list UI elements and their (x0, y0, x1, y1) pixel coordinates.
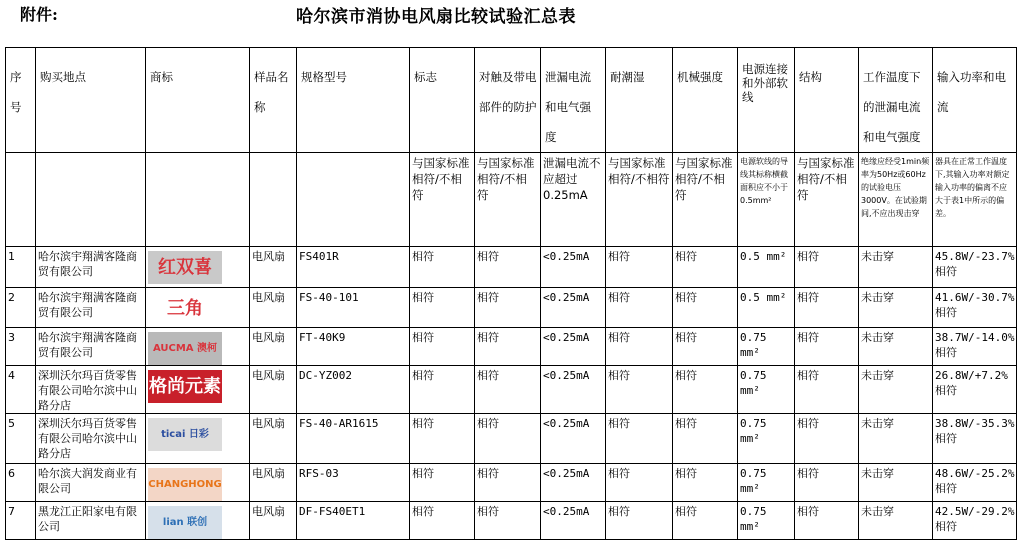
col-operating-temp-criterion: 绝缘应经受1min频率为50Hz或60Hz的试验电压3000V。在试验期间,不应出现击穿 (859, 153, 933, 247)
cell-operating-temp: 未击穿 (859, 414, 933, 464)
cell-place: 哈尔滨宇翔满客隆商贸有限公司 (36, 247, 146, 288)
cell-no: 6 (6, 464, 36, 502)
cell-sample-name: 电风扇 (250, 502, 297, 540)
cell-power-current: 38.7W/-14.0%相符 (933, 328, 1017, 366)
cell-moisture: 相符 (606, 464, 673, 502)
cell-power-current: 42.5W/-29.2%相符 (933, 502, 1017, 540)
cell-mark: 相符 (410, 414, 475, 464)
cell-no: 3 (6, 328, 36, 366)
cell-leakage-strength: <0.25mA (541, 328, 606, 366)
col-model-header: 规格型号 (297, 48, 410, 153)
cell-structure: 相符 (795, 288, 859, 328)
cell-power-cord: 0.75 mm² (738, 414, 795, 464)
cell-sample-name: 电风扇 (250, 288, 297, 328)
col-structure-header: 结构 (795, 48, 859, 153)
cell-power-current: 41.6W/-30.7%相符 (933, 288, 1017, 328)
cell-mark: 相符 (410, 328, 475, 366)
brand-logo: lian 联创 (148, 506, 222, 539)
cell-structure: 相符 (795, 328, 859, 366)
brand-logo: ticai 日彩 (148, 418, 222, 451)
cell-operating-temp: 未击穿 (859, 288, 933, 328)
cell-place: 深圳沃尔玛百货零售有限公司哈尔滨中山路分店 (36, 414, 146, 464)
cell-mark: 相符 (410, 502, 475, 540)
cell-power-cord: 0.75 mm² (738, 328, 795, 366)
cell-operating-temp: 未击穿 (859, 502, 933, 540)
cell-structure: 相符 (795, 502, 859, 540)
cell-structure: 相符 (795, 414, 859, 464)
col-mark-header: 标志 (410, 48, 475, 153)
cell-live-parts-protection: 相符 (475, 288, 541, 328)
cell-mechanical: 相符 (673, 247, 738, 288)
cell-mechanical: 相符 (673, 288, 738, 328)
cell-no: 5 (6, 414, 36, 464)
cell-brand (146, 414, 250, 464)
cell-mechanical: 相符 (673, 328, 738, 366)
col-moisture-criterion: 与国家标准相符/不相符 (606, 153, 673, 247)
cell-mechanical: 相符 (673, 366, 738, 414)
col-live-parts-protection-criterion: 与国家标准相符/不相符 (475, 153, 541, 247)
cell-sample-name: 电风扇 (250, 366, 297, 414)
cell-moisture: 相符 (606, 247, 673, 288)
criteria-row (6, 153, 1017, 247)
cell-power-cord: 0.5 mm² (738, 288, 795, 328)
table-row (6, 502, 1017, 540)
cell-place: 黑龙江正阳家电有限公司 (36, 502, 146, 540)
cell-leakage-strength: <0.25mA (541, 414, 606, 464)
cell-power-cord: 0.75 mm² (738, 502, 795, 540)
cell-operating-temp: 未击穿 (859, 328, 933, 366)
cell-moisture: 相符 (606, 502, 673, 540)
cell-moisture: 相符 (606, 366, 673, 414)
brand-logo: 红双喜 (148, 251, 222, 284)
col-sample-name-header: 样品名称 (250, 48, 297, 153)
col-moisture-header: 耐潮湿 (606, 48, 673, 153)
cell-power-current: 48.6W/-25.2%相符 (933, 464, 1017, 502)
cell-live-parts-protection: 相符 (475, 328, 541, 366)
cell-power-cord: 0.75 mm² (738, 464, 795, 502)
cell-moisture: 相符 (606, 328, 673, 366)
cell-leakage-strength: <0.25mA (541, 247, 606, 288)
col-mechanical-header: 机械强度 (673, 48, 738, 153)
table-row (6, 414, 1017, 464)
cell-model: RFS-03 (297, 464, 410, 502)
cell-brand (146, 247, 250, 288)
cell-operating-temp: 未击穿 (859, 247, 933, 288)
comparison-table (5, 47, 1017, 540)
cell-leakage-strength: <0.25mA (541, 366, 606, 414)
col-live-parts-protection-header: 对触及带电部件的防护 (475, 48, 541, 153)
col-leakage-strength-header: 泄漏电流和电气强度 (541, 48, 606, 153)
col-mechanical-criterion: 与国家标准相符/不相符 (673, 153, 738, 247)
cell-mark: 相符 (410, 464, 475, 502)
cell-power-current: 26.8W/+7.2%相符 (933, 366, 1017, 414)
cell-brand (146, 366, 250, 414)
brand-logo: CHANGHONG (148, 468, 222, 501)
col-power-current-criterion: 器具在正常工作温度下,其输入功率对额定输入功率的偏离不应大于表1中所示的偏差。 (933, 153, 1017, 247)
cell-mechanical: 相符 (673, 414, 738, 464)
cell-model: DC-YZ002 (297, 366, 410, 414)
col-sample-name-criterion (250, 153, 297, 247)
cell-moisture: 相符 (606, 288, 673, 328)
cell-sample-name: 电风扇 (250, 414, 297, 464)
cell-structure: 相符 (795, 247, 859, 288)
cell-brand (146, 464, 250, 502)
cell-sample-name: 电风扇 (250, 328, 297, 366)
table-row (6, 366, 1017, 414)
cell-leakage-strength: <0.25mA (541, 464, 606, 502)
cell-place: 哈尔滨大润发商业有限公司 (36, 464, 146, 502)
cell-mark: 相符 (410, 247, 475, 288)
header-row (6, 48, 1017, 153)
brand-logo: AUCMA 澳柯 (148, 332, 222, 365)
cell-live-parts-protection: 相符 (475, 414, 541, 464)
cell-power-current: 38.8W/-35.3%相符 (933, 414, 1017, 464)
cell-live-parts-protection: 相符 (475, 366, 541, 414)
cell-power-cord: 0.5 mm² (738, 247, 795, 288)
cell-brand (146, 502, 250, 540)
cell-structure: 相符 (795, 366, 859, 414)
cell-power-cord: 0.75 mm² (738, 366, 795, 414)
col-power-current-header: 输入功率和电流 (933, 48, 1017, 153)
cell-mark: 相符 (410, 288, 475, 328)
col-model-criterion (297, 153, 410, 247)
cell-place: 哈尔滨宇翔满客隆商贸有限公司 (36, 328, 146, 366)
cell-moisture: 相符 (606, 414, 673, 464)
col-power-cord-header: 电源连接和外部软线 (738, 48, 795, 153)
attachment-label: 附件: (20, 5, 58, 24)
cell-model: FS401R (297, 247, 410, 288)
cell-model: FS-40-AR1615 (297, 414, 410, 464)
cell-no: 7 (6, 502, 36, 540)
cell-operating-temp: 未击穿 (859, 464, 933, 502)
cell-sample-name: 电风扇 (250, 247, 297, 288)
cell-place: 深圳沃尔玛百货零售有限公司哈尔滨中山路分店 (36, 366, 146, 414)
col-brand-criterion (146, 153, 250, 247)
cell-mechanical: 相符 (673, 502, 738, 540)
cell-live-parts-protection: 相符 (475, 247, 541, 288)
cell-brand (146, 328, 250, 366)
cell-model: DF-FS40ET1 (297, 502, 410, 540)
cell-live-parts-protection: 相符 (475, 502, 541, 540)
col-power-cord-criterion: 电源软线的导线其标称横截面积应不小于0.5mm² (738, 153, 795, 247)
cell-power-current: 45.8W/-23.7%相符 (933, 247, 1017, 288)
cell-mark: 相符 (410, 366, 475, 414)
cell-mechanical: 相符 (673, 464, 738, 502)
col-brand-header: 商标 (146, 48, 250, 153)
col-operating-temp-header: 工作温度下的泄漏电流和电气强度 (859, 48, 933, 153)
col-place-header: 购买地点 (36, 48, 146, 153)
col-no-header: 序号 (6, 48, 36, 153)
col-mark-criterion: 与国家标准相符/不相符 (410, 153, 475, 247)
cell-no: 4 (6, 366, 36, 414)
cell-leakage-strength: <0.25mA (541, 288, 606, 328)
cell-leakage-strength: <0.25mA (541, 502, 606, 540)
cell-brand (146, 288, 250, 328)
cell-live-parts-protection: 相符 (475, 464, 541, 502)
col-no-criterion (6, 153, 36, 247)
brand-logo: 三角 (148, 292, 222, 325)
table-row (6, 328, 1017, 366)
cell-sample-name: 电风扇 (250, 464, 297, 502)
cell-structure: 相符 (795, 464, 859, 502)
page-title: 哈尔滨市消协电风扇比较试验汇总表 (296, 7, 576, 27)
table-row (6, 288, 1017, 328)
col-leakage-strength-criterion: 泄漏电流不应超过0.25mA (541, 153, 606, 247)
brand-logo: 格尚元素 (148, 370, 222, 403)
table-row (6, 247, 1017, 288)
cell-no: 2 (6, 288, 36, 328)
table-row (6, 464, 1017, 502)
cell-place: 哈尔滨宇翔满客隆商贸有限公司 (36, 288, 146, 328)
col-structure-criterion: 与国家标准相符/不相符 (795, 153, 859, 247)
cell-model: FS-40-101 (297, 288, 410, 328)
col-place-criterion (36, 153, 146, 247)
cell-operating-temp: 未击穿 (859, 366, 933, 414)
cell-model: FT-40K9 (297, 328, 410, 366)
cell-no: 1 (6, 247, 36, 288)
